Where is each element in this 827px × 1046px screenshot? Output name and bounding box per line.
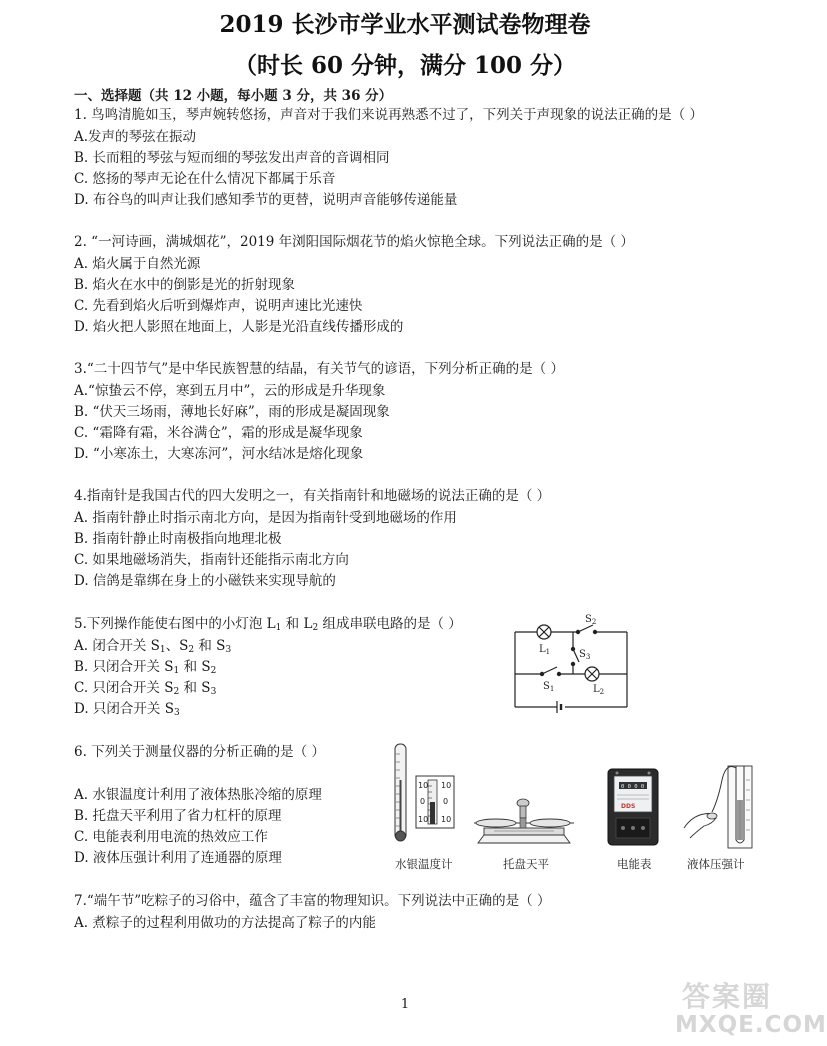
circuit-label-s1: $S_1$ — [543, 681, 555, 693]
meter-brand-text: DDS — [621, 803, 636, 810]
caption-thermometer: 水银温度计 — [395, 857, 453, 871]
q6-stem: 6. 下列关于测量仪器的分析正确的是（ ） — [74, 744, 325, 760]
q3-option-b: B. “伏天三场雨，薄地长好麻”，雨的形成是凝固现象 — [74, 404, 390, 420]
caption-pressure-gauge: 液体压强计 — [687, 857, 745, 871]
q3-option-a: A.“惊蛰云不停，寒到五月中”，云的形成是升华现象 — [74, 383, 386, 399]
watermark-bottom: MXQE.COM — [675, 1012, 827, 1038]
q6-option-b: B. 托盘天平利用了省力杠杆的原理 — [74, 808, 282, 824]
q2-option-d: D. 焰火把人影照在地面上，人影是光沿直线传播形成的 — [74, 319, 404, 335]
circuit-label-l1: $L_1$ — [539, 644, 551, 656]
section-heading: 一、选择题（共 12 小题，每小题 3 分，共 36 分） — [74, 88, 393, 104]
exam-title: 2019 长沙市学业水平测试卷物理卷 — [219, 11, 591, 38]
pressure-gauge-figure — [682, 760, 757, 852]
q2-option-a: A. 焰火属于自然光源 — [74, 256, 201, 272]
circuit-label-s2: $S_2$ — [585, 614, 597, 626]
q1-option-a: A.发声的琴弦在振动 — [74, 129, 197, 145]
circuit-label-s3: $S_3$ — [579, 649, 591, 661]
q1-option-b: B. 长而粗的琴弦与短而细的琴弦发出声音的音调相同 — [74, 150, 390, 166]
q2-option-b: B. 焰火在水中的倒影是光的折射现象 — [74, 277, 296, 293]
thermometer-tick-label: 10 — [441, 815, 452, 824]
exam-subtitle: （时长 60 分钟，满分 100 分） — [233, 52, 577, 79]
thermometer-tick-label: 0 — [420, 797, 426, 806]
q5-option-c: C. 只闭合开关 $S_2$ 和 $S_3$ — [74, 680, 217, 697]
q7-stem: 7.“端午节”吃粽子的习俗中，蕴含了丰富的物理知识。下列说法中正确的是（ ） — [74, 893, 551, 909]
caption-electricity-meter: 电能表 — [617, 857, 652, 871]
q1-option-d: D. 布谷鸟的叫声让我们感知季节的更替，说明声音能够传递能量 — [74, 192, 458, 208]
q4-option-d: D. 信鸽是靠绑在身上的小磁铁来实现导航的 — [74, 573, 336, 589]
page-number: 1 — [400, 997, 410, 1012]
q5-option-a: A. 闭合开关 $S_1$、$S_2$ 和 $S_3$ — [74, 638, 232, 655]
q4-option-b: B. 指南针静止时南极指向地理北极 — [74, 531, 282, 547]
svg-text:0 0 0 0: 0 0 0 0 — [621, 784, 645, 790]
q1-stem: 1. 鸟鸣清脆如玉，琴声婉转悠扬，声音对于我们来说再熟悉不过了，下列关于声现象的说法正确的是（ ） — [74, 107, 703, 123]
q5-option-d: D. 只闭合开关 $S_3$ — [74, 701, 180, 718]
q5-stem: 5.下列操作能使右图中的小灯泡 $L_1$ 和 $L_2$ 组成串联电路的是（ ） — [74, 616, 462, 633]
q6-option-d: D. 液体压强计利用了连通器的原理 — [74, 850, 282, 866]
q4-stem: 4.指南针是我国古代的四大发明之一，有关指南针和地磁场的说法正确的是（ ） — [74, 488, 551, 504]
q2-option-c: C. 先看到焰火后听到爆炸声，说明声速比光速快 — [74, 298, 363, 314]
q7-option-a: A. 煮粽子的过程利用做功的方法提高了粽子的内能 — [74, 915, 376, 931]
q1-option-c: C. 悠扬的琴声无论在什么情况下都属于乐音 — [74, 171, 336, 187]
q6-option-c: C. 电能表利用电流的热效应工作 — [74, 829, 268, 845]
q3-option-c: C. “霜降有霜，米谷满仓”，霜的形成是凝华现象 — [74, 425, 363, 441]
circuit-diagram — [505, 610, 640, 720]
tray-balance-figure — [470, 793, 580, 853]
q6-option-a: A. 水银温度计利用了液体热胀冷缩的原理 — [74, 787, 322, 803]
q3-stem: 3.“二十四节气”是中华民族智慧的结晶，有关节气的谚语，下列分析正确的是（ ） — [74, 361, 564, 377]
thermometer-tick-label: 10 — [418, 815, 429, 824]
thermometer-tick-label: 0 — [443, 797, 449, 806]
watermark-top: 答案圈 — [682, 980, 773, 1013]
caption-balance: 托盘天平 — [503, 857, 549, 871]
circuit-label-l2: $L_2$ — [593, 684, 605, 696]
q4-option-a: A. 指南针静止时指示南北方向，是因为指南针受到地磁场的作用 — [74, 510, 457, 526]
thermometer-tick-label: 10 — [418, 781, 429, 790]
q5-option-b: B. 只闭合开关 $S_1$ 和 $S_2$ — [74, 659, 217, 676]
q2-stem: 2. “一河诗画，满城烟花”，2019 年浏阳国际烟花节的焰火惊艳全球。下列说法正确的是（ ） — [74, 234, 634, 250]
q3-option-d: D. “小寒冻土，大寒冻河”，河水结冰是熔化现象 — [74, 446, 364, 462]
electricity-meter-figure — [607, 768, 659, 846]
thermometer-tick-label: 10 — [441, 781, 452, 790]
q4-option-c: C. 如果地磁场消失，指南针还能指示南北方向 — [74, 552, 349, 568]
mercury-thermometer-figure — [388, 740, 460, 852]
